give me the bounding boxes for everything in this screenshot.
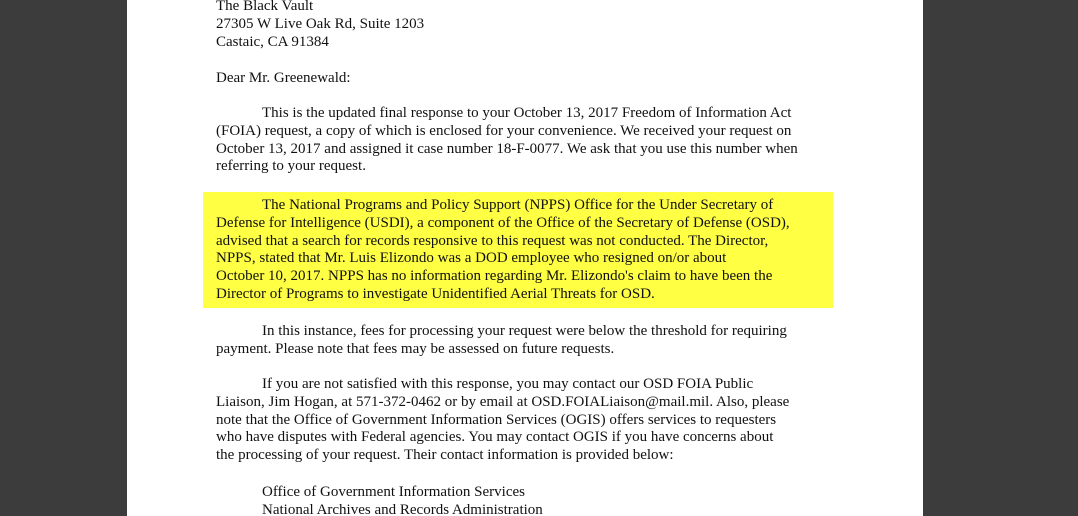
paragraph-line: note that the Office of Government Information Services (OGIS) offers services to requesters [216,411,777,428]
paragraph-line: The National Programs and Policy Support (NPPS) Office for the Under Secretary of [262,197,774,213]
paragraph-line: October 13, 2017 and assigned it case number 18-F-0077. We ask that you use this number when [216,140,798,157]
paragraph-line: Director of Programs to investigate Unidentified Aerial Threats for OSD. [216,285,655,302]
address-line: Castaic, CA 91384 [216,33,329,50]
paragraph-line: If you are not satisfied with this response, you may contact our OSD FOIA Public [262,376,754,392]
viewer-background-right [923,0,1078,516]
paragraph-line: October 10, 2017. NPPS has no information regarding Mr. Elizondo's claim to have been the [216,268,773,285]
paragraph-line: National Archives and Records Administration [262,501,543,516]
recipient-address [216,0,424,51]
paragraph-1 [216,105,798,176]
paragraph-4 [216,376,789,465]
address-line: The Black Vault [216,0,314,14]
paragraph-line: the processing of your request. Their contact information is provided below: [216,447,674,464]
viewer-background-left [0,0,127,516]
paragraph-line: who have disputes with Federal agencies. You may contact OGIS if you have concerns about [216,429,774,446]
paragraph-line: In this instance, fees for processing your request were below the threshold for requiring [262,323,787,339]
paragraph-line: Liaison, Jim Hogan, at 571-372-0462 or by email at OSD.FOIALiaison@mail.mil. Also, please [216,393,790,410]
paragraph-line: payment. Please note that fees may be assessed on future requests. [216,340,615,357]
salutation [216,70,351,88]
paragraph-line: This is the updated final response to your October 13, 2017 Freedom of Information Act [262,105,792,121]
paragraph-2-highlighted [216,197,790,304]
paragraph-line: Defense for Intelligence (USDI), a component of the Office of the Secretary of Defense (OSD), [216,214,790,231]
paragraph-line: Office of Government Information Services [262,484,525,500]
paragraph-line: advised that a search for records responsive to this request was not conducted. The Director, [216,232,769,249]
paragraph-line: NPPS, stated that Mr. Luis Elizondo was a DOD employee who resigned on/or about [216,250,727,267]
paragraph-line: (FOIA) request, a copy of which is enclosed for your convenience. We received your request on [216,122,792,139]
paragraph-5 [216,484,543,516]
paragraph-line: referring to your request. [216,158,366,175]
paragraph-3 [216,323,787,359]
address-line: 27305 W Live Oak Rd, Suite 1203 [216,15,425,32]
salutation-text: Dear Mr. Greenewald: [216,70,351,86]
document-page [127,0,923,516]
